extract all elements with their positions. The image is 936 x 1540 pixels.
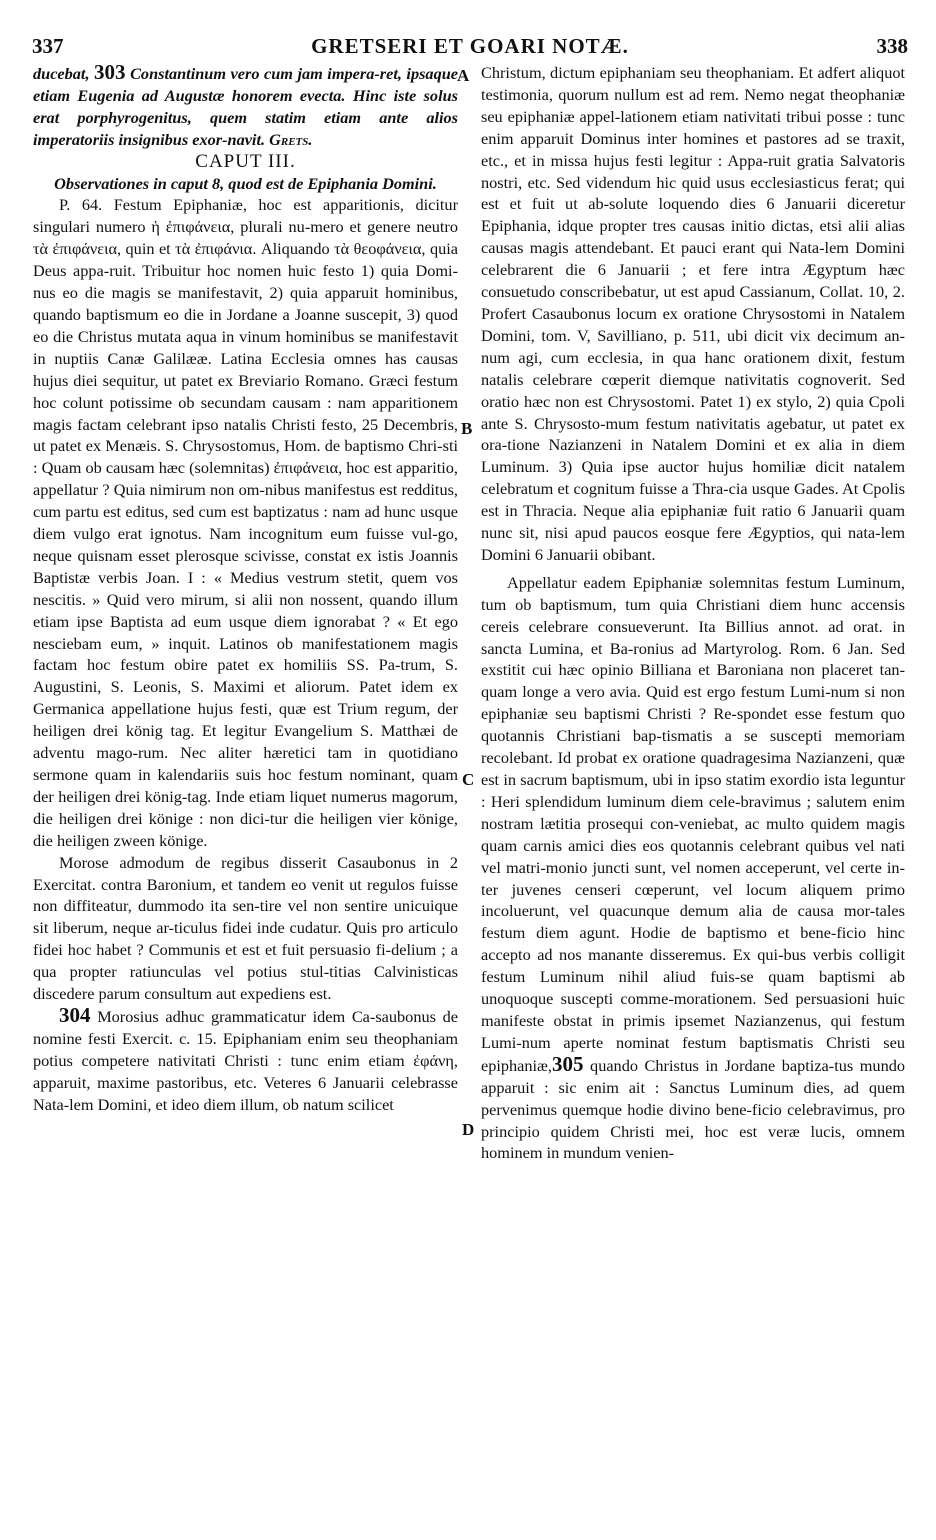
text-run: quando Christus in Jordane baptiza-tus mundo apparuit : sic enim ait : Sanctus Luminum dies, ad quem pervenimus quemque hodie divino bene-ficio celebravimus, pro principio quidem Christi mei, hoc est veræ lucis, omnem hominem in mundum venien- [481,1055,905,1163]
signature: Grets. [269,129,313,149]
chapter-heading: CAPUT III. [195,150,296,172]
column-number-303: 303 [94,60,126,84]
page-number-right: 338 [876,34,908,58]
running-title: GRETSERI ET GOARI NOTÆ. [311,34,629,58]
left-paragraph-3: Morose admodum de regibus disserit Casaubonus in 2 Exercitat. contra Baronium, et tandem eo venit ut regulos fuisse non diffiteatur, dummodo ita sen-tire vel non sentire unicuique sit liberum, neque ar-ticulus fidei inde cudatur. Quis pro articulo fidei hoc habet ? Communis et est et fuit persuasio fi-delium ; a qua propter ratiunculas vel potius stul-titias Calvinisticas discedere parum consultum aut expediens est. [33,852,458,1004]
margin-marker-d: D [462,1120,475,1139]
margin-marker-a: A [457,66,470,85]
page-number-left: 337 [32,34,64,58]
text-run: Morosius adhuc grammaticatur idem Ca-saubonus de nomine festi Exercit. c. 15. Epiphaniam enim seu theophaniam potius competere nativitati Christi : tunc enim etiam ἐφάνη, apparuit, maxime pastoribus, etc. Veteres 6 Januarii celebrasse Nata-lem Domini, et ideo diem illum, ob natum scilicet [33,1006,458,1114]
left-paragraph-2: P. 64. Festum Epiphaniæ, hoc est apparitionis, dicitur singulari numero ἡ ἐπιφάνεια, plurali nu-mero et genere neutro τὰ ἐπιφάνεια, quin et τὰ ἐπιφάνια. Aliquando τὰ θεοφάνεια, quia Deus appa-ruit. Tribuitur hoc nomen huic festo 1) quia Domi-nus eo die magis se manifestavit, 2) quia apparuit hominibus, quando baptismum eo die in Jordane a Joanne suscepit, 3) quod eo die Christus mutata aqua in vinum hominibus se manifestavit in nuptiis Canæ Galilææ. Latina Ecclesia omnes has causas hujus diei sequitur, ut patet ex Breviario Romano. Græci festum hoc colunt potissime ob secundam causam : nam apparitionem magis factam celebrant ipso natalis Christi festo, 25 Decembris, ut patet ex Menæis. S. Chrysostomus, Hom. de baptismo Chri-sti : Quam ob causam hæc (solemnitas) ἐπιφάνεια, hoc est apparitio, appellatur ? Quia nimirum non om-nibus manifestus est redditus, cum partu est editus, sed cum est baptizatus : nam ad hunc usque diem vulgo erat ignotus. Nam incognitum eum fuisse vul-go, neque quisnam esset plerosque scivisse, constat ex istis Joannis Baptistæ verbis Joan. I : « Medius vestrum stetit, quem vos nescitis. » Quid vero mirum, si alii non nossent, quando illum etiam ipse Baptista ad eum usque diem ignorabat ? « Et ego nesciebam eum, » inquit. Latinos ob manifestationem magis factam hoc festum obire patet ex homiliis SS. Pa-trum, S. Augustini, S. Leonis, S. Maximi et aliorum. Patet idem ex Germanica appellatione hujus festi, quæ est Trium regum, der heiligen drei könig tag. Et legitur Evangelium S. Matthæi de adventu mago-rum. Nec aliter hæretici tam in quotidiano sermone quam in kalendariis suis hoc festum nominant, quam der heiligen drei könig-tag. Inde etiam liquet numerus magorum, die heiligen drei könige : non dici-tur die heiligen vier könige, die heiligen zween könige. [33,195,458,850]
margin-marker-c: C [462,770,475,789]
column-number-305: 305 [552,1051,584,1076]
right-column [481,62,905,1164]
column-number-304: 304 [59,1002,91,1027]
left-paragraph-1 [33,62,458,151]
text-run: Constantinum vero cum jam impera-ret, ipsaque etiam Eugenia ad Augustæ honorem evecta. Hinc iste solus erat porphyrogenitus, quem statim etiam ante alios imperatoriis insignibus exor-navit. [33,64,458,149]
running-header [32,20,908,60]
text-run: ducebat, [33,64,95,83]
chapter-subtitle: Observationes in caput 8, quod est de Epiphania Domini. [54,173,437,193]
text-run: Appellatur eadem Epiphaniæ solemnitas festum Luminum, tum ob baptismum, tum quia Christiani diem hunc accensis cereis celebrare consueverunt. Ita Billius annot. ad orat. in sancta Lumina, et Ba-ronius ad Martyrolog. Rom. 6 Jan. Sed exstitit cui hæc opinio Billiana et Baroniana non placeret tan-quam longe a vero avia. Quid est ergo festum Lumi-num si non epiphaniæ seu baptismi Christi ? Re-spondet esse festum quo quotannis Christiani bap-tismatis a se suscepti memoriam recolebant. Id probat ex oratione quadragesima Nazianzeni, quæ est in sacrum baptismum, ubi in ipso statim exordio ista leguntur : Heri splendidum luminum diem cele-bravimus ; salutem enim nostram lætitia prosequi con-veniebat, ac multo quidem magis quam carnis amici dies eos quotannis celebrant quibus vel nati vel matri-monio juncti sunt, vel nomen acceperunt, vel certe in-ter juvenes censeri cœperunt, vel locum aliquem primo incoluerunt, vel quacunque demum alia de causa mor-tales festum diem agunt. Hodie de baptismo et bene-ficio hinc accepto ad nos manante disseremus. Ex qui-bus verbis colligit festum Luminum nihil aliud fuis-se quam baptismi ab unoquoque suscepti comme-morationem. Sed persuasioni huic manifeste obstat in primis ipsemet Nazianzenus, qui festum Lumi-num aperte nominat festum baptismatis Christi seu epiphaniæ, [481,572,905,1075]
left-column [33,62,458,1116]
margin-marker-b: B [461,419,473,438]
right-paragraph-2 [481,572,905,1164]
left-paragraph-4 [33,1002,458,1116]
right-paragraph-1: Christum, dictum epiphaniam seu theophaniam. Et adfert aliquot testimonia, quorum nullum est ad rem. Nemo negat theophaniæ seu epiphaniæ appel-lationem etiam nativitati tribui posse : tunc enim apparuit Dominus inter homines et pastores ad se traxit, etc., et in missa hujus festi legitur : Appa-ruit gratia Salvatoris nostri, etc. Sed videndum hic quid usus ecclesiasticus ferat; qui est et fuit ut ab-solute loquendo dies 6 Januarii diceretur Epiphania, idque propter tres causas initio dictas, etsi alii alias causas magis attendebant. Et pauci erant qui Nata-lem Domini celebrarent die 6 Januarii ; et fere intra Ægyptum hæc consuetudo conscribebatur, ut est apud Cassianum, Collat. 10, 2. Profert Casaubonus locum ex oratione Chrysostomi in Natalem Domini, tom. V, Savilliano, p. 511, ubi dicit vix decimum an-num agi, cum ecclesia, in qua hanc orationem dixit, festum natalis celebrare cœperit diemque nativitatis cognoverit. Sed oratio hæc non est Chrysostomi. Patet 1) ex stylo, 2) quia Cpoli ante S. Chrysosto-mum festum nativitatis agebatur, ut patet ex ora-tione Nazianzeni in Natalem Domini et ex alia in diem Luminum. 3) Quia ipse auctor hujus homiliæ dicit natalem celebratum et cognitum fuisse a Thra-cia usque Gades. At Cpolis est in Thracia. Neque alia epiphaniæ fuit ratio 6 Januarii quam nunc sit, nisi apud paucos eosque fere Ægyptios, qui nata-lem Domini 6 Januarii obibant. [481,63,905,564]
